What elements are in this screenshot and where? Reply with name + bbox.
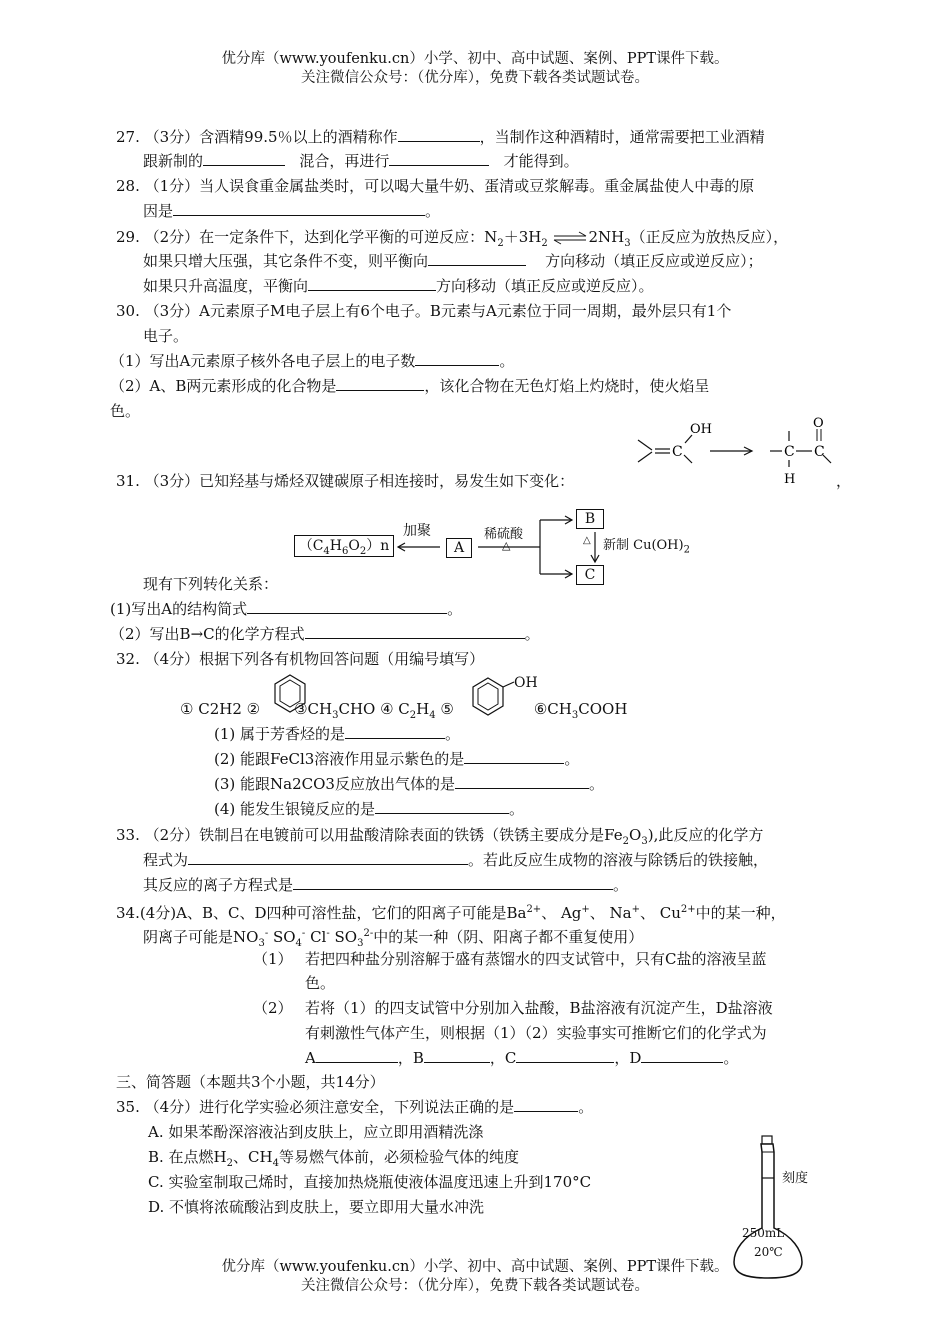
q31-part2: （2）写出B→C的化学方程式 。: [110, 625, 540, 643]
q30-line1: 30. （3分）A元素原子M电子层上有6个电子。B元素与A元素位于同一周期，最外层只有1个: [116, 302, 732, 320]
q29-line1: 29. （2分）在一定条件下，达到化学平衡的可逆反应：$N_2+3H_2$ $2NH_3$（正反应为放热反应），: [116, 228, 789, 249]
reagent-label: 新制 $Cu(OH)_2$: [603, 538, 690, 556]
q35-option-d: D. 不慎将浓硫酸沾到皮肤上，要立即用大量水冲洗: [148, 1198, 485, 1216]
enol-keto-reaction-diagram: [630, 415, 850, 495]
q30-part2: （2）A、B两元素形成的化合物是 ，该化合物在无色灯焰上灼烧时，使火焰呈: [110, 377, 710, 395]
q28-line2: 因是 。: [143, 202, 441, 220]
q27-line2: 跟新制的 混合，再进行 才能得到。: [143, 152, 579, 170]
q35-line1: 35. （4分）进行化学实验必须注意安全，下列说法正确的是 。: [116, 1098, 594, 1116]
polymer-box: $(C_4H_6O_2)n$: [294, 535, 394, 557]
box-a: A: [446, 538, 472, 558]
flask-temp-label: 20℃: [754, 1245, 783, 1259]
q34-cond2-text: 若将（1）的四支试管中分别加入盐酸，B盐溶液有沉淀产生，D盐溶液: [305, 999, 773, 1017]
reversible-arrow-icon: [552, 231, 588, 245]
q34-cond2-num: （2）: [253, 999, 293, 1017]
q34-cond1-text-end: 色。: [305, 974, 336, 992]
q34-cond1-num: （1）: [253, 950, 293, 968]
q35-option-c: C. 实验室制取己烯时，直接加热烧瓶使液体温度迅速上升到170°C: [148, 1173, 592, 1191]
phenol-ring-icon: [470, 672, 550, 718]
svg-text:C: C: [814, 444, 825, 460]
q34-line2: 阴离子可能是$NO_3^-$ $SO_4^-$ Cl- $SO_3^{2-}$中的某一种（阴、阳离子都不重复使用）: [143, 928, 644, 949]
phenol-oh-label: OH: [514, 675, 538, 691]
q29-line2: 如果只增大压强，其它条件不变，则平衡向 方向移动（填正反应或逆反应）；: [143, 252, 763, 270]
svg-text:C: C: [784, 444, 795, 460]
flask-volume-label: 250mL: [742, 1226, 785, 1240]
addition-polymerization-label: 加聚: [403, 523, 431, 539]
heat-symbol: △: [502, 539, 511, 552]
q32-compound-list: ① C2H2 ② $③CH_3CHO$ ④ $C_2H_4$ ⑤ $⑥CH_3COOH$: [180, 700, 628, 721]
q32-sub4: (4) 能发生银镜反应的是 。: [214, 800, 525, 818]
q34-line1: 34.(4分)A、B、C、D四种可溶性盐，它们的阳离子可能是$Ba^{2+}$、 Ag+、 Na+、 $Cu^{2+}$中的某一种，: [116, 904, 786, 922]
q30-line2: 电子。: [143, 327, 189, 345]
q34-cond1-text: 若把四种盐分别溶解于盛有蒸馏水的四支试管中，只有C盐的溶液呈蓝: [305, 950, 767, 968]
q32-sub3: (3) 能跟Na2CO3反应放出气体的是 。: [214, 775, 604, 793]
q33-line1: 33. （2分）铁制吕在电镀前可以用盐酸清除表面的铁锈（铁锈主要成分是$Fe_2O_3$),此反应的化学方: [116, 826, 764, 847]
q34-cond2-text-2: 有刺激性气体产生，则根据（1）（2）实验事实可推断它们的化学式为: [305, 1024, 767, 1042]
section-3-title: 三、简答题（本题共3个小题，共14分）: [116, 1073, 385, 1091]
heat-symbol-2: △: [583, 535, 591, 546]
svg-text:O: O: [813, 416, 824, 431]
q27-line1: 27. （3分）含酒精99.5％以上的酒精称作 ，当制作这种酒精时，通常需要把工业酒精: [116, 128, 765, 146]
svg-text:C: C: [672, 444, 683, 460]
page-footer-line1: 优分库（www.youfenku.cn）小学、初中、高中试题、案例、PPT课件下载。: [221, 1259, 729, 1275]
page-header-line2: 关注微信公众号：（优分库），免费下载各类试题试卷。: [301, 70, 649, 86]
q31-line1: 31. （3分）已知羟基与烯烃双键碳原子相连接时，易发生如下变化：: [116, 472, 575, 490]
svg-text:H: H: [784, 472, 796, 487]
q30-part1: （1）写出A元素原子核外各电子层上的电子数 。: [110, 352, 515, 370]
q32-sub2: (2) 能跟FeCl3溶液作用显示紫色的是 。: [214, 750, 580, 768]
q32-sub1: (1) 属于芳香烃的是 。: [214, 725, 461, 743]
q31-relation: 现有下列转化关系：: [143, 575, 279, 593]
q34-formula-blanks: A ，B ，C ，D 。: [305, 1049, 739, 1067]
q32-line1: 32. （4分）根据下列各有机物回答问题（用编号填写）: [116, 650, 485, 668]
svg-text:OH: OH: [690, 422, 712, 437]
benzene-ring-icon: [272, 672, 308, 718]
flask-mark-label: 刻度: [782, 1171, 809, 1186]
q35-option-b: B. 在点燃$H_2$、$CH_4$等易燃气体前，必须检验气体的纯度: [148, 1148, 519, 1169]
q33-line2: 程式为 。若此反应生成物的溶液与除锈后的铁接触，: [143, 851, 769, 869]
box-c: C: [576, 565, 604, 585]
q28-line1: 28. （1分）当人误食重金属盐类时，可以喝大量牛奶、蛋清或豆浆解毒。重金属盐使人中毒的原: [116, 177, 755, 195]
box-b: B: [576, 509, 604, 529]
q35-option-a: A. 如果苯酚深溶液沾到皮肤上，应立即用酒精洗涤: [148, 1123, 484, 1141]
dilute-sulfuric-acid-label: 稀硫酸: [484, 527, 524, 542]
q33-line3: 其反应的离子方程式是 。: [143, 876, 629, 894]
q29-line3: 如果只升高温度，平衡向 方向移动（填正反应或逆反应）。: [143, 277, 654, 295]
q30-part2-end: 色。: [110, 402, 141, 420]
page-footer-line2: 关注微信公众号：（优分库），免费下载各类试题试卷。: [301, 1278, 649, 1294]
q31-part1: (1)写出A的结构简式 。: [110, 600, 463, 618]
page-header-line1: 优分库（www.youfenku.cn）小学、初中、高中试题、案例、PPT课件下载。: [221, 51, 729, 67]
q31-comma: ，: [836, 472, 852, 490]
